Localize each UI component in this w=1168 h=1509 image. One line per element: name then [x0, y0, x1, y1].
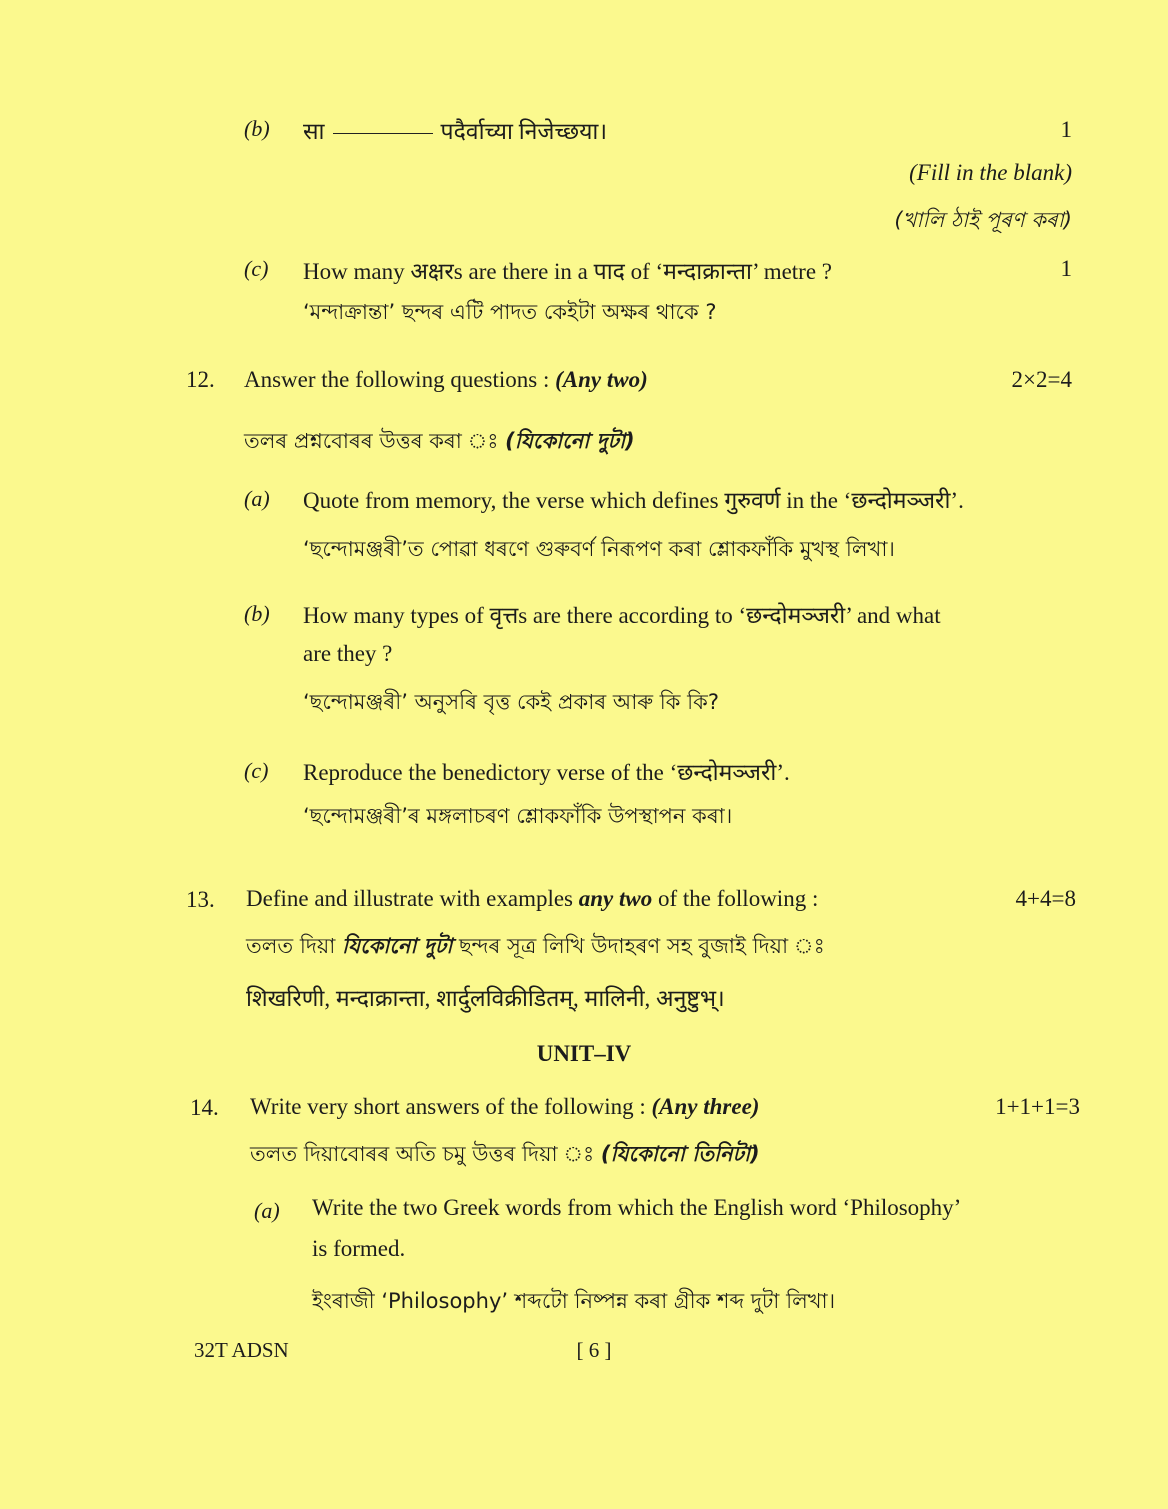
q12-marks: 2×2=4: [1011, 367, 1072, 392]
q12b-text-as: ‘ছন্দোমঞ্জৰী’ অনুসৰি বৃত্ত কেই প্ৰকাৰ আৰু কি কি?: [303, 690, 720, 714]
q12a-label: (a): [244, 486, 270, 511]
q13-marks: 4+4=8: [1015, 886, 1076, 911]
q13-as-any: যিকোনো দুটা: [342, 934, 453, 958]
q14-number: 14.: [190, 1095, 219, 1120]
q12a-text-en: Quote from memory, the verse which defines गुरुवर्ण in the ‘छन्दोमञ्जरी’.: [303, 488, 964, 513]
q12-any: (Any two): [555, 367, 648, 392]
q13-as-post: ছন্দৰ সূত্ৰ লিখি উদাহৰণ সহ বুজাই দিয়া ঃ: [452, 934, 825, 958]
q12-text-as: [244, 425, 635, 460]
q11b-instruction-en: (Fill in the blank): [909, 160, 1072, 185]
q12-instruction-as: তলৰ প্ৰশ্নবোৰৰ উত্তৰ কৰা ঃ: [244, 429, 506, 453]
q13-text-as: [246, 930, 825, 965]
q13-metre-list: शिखरिणी, मन्दाक्रान्ता, शार्दुलविक्रीडितम्, मालिनी, अनुष्टुभ्।: [246, 986, 725, 1011]
q11b-label: (b): [244, 116, 270, 141]
q14-en-pre: Write very short answers of the following :: [250, 1094, 652, 1119]
q11c-marks: 1: [1060, 256, 1072, 281]
q14-marks: 1+1+1=3: [995, 1094, 1080, 1119]
q13-text-en: [246, 886, 818, 912]
q14a-label: (a): [254, 1198, 280, 1223]
q12-instruction: Answer the following questions :: [244, 367, 556, 392]
q12a-text-as: ‘ছন্দোমঞ্জৰী’ত পোৱা ধৰণে গুৰুবৰ্ণ নিৰূপণ কৰা শ্লোকফাঁকি মুখস্থ লিখা।: [303, 537, 895, 561]
q14-en-any: (Any three): [651, 1094, 760, 1119]
q11b-marks: 1: [1060, 117, 1072, 142]
q11c-text-as: ‘মন্দাক্রান্তা’ ছন্দৰ এটি পাদত কেইটা অক্ষৰ থাকে ?: [303, 300, 717, 324]
fill-blank: [333, 133, 433, 134]
q14-text-en: [250, 1094, 759, 1120]
q13-number: 13.: [186, 887, 215, 912]
q11b-instruction-as: (খালি ঠাই পূৰণ কৰা): [894, 208, 1072, 232]
page-number: [ 6 ]: [576, 1338, 612, 1362]
q12-text-en: [244, 367, 648, 393]
q13-en-pre: Define and illustrate with examples: [246, 886, 579, 911]
q12-any-as: (যিকোনো দুটা): [505, 429, 635, 453]
q11b-sa: सा: [303, 119, 325, 144]
unit-heading: UNIT–IV: [536, 1041, 632, 1066]
q13-as-pre: তলত দিয়া: [246, 934, 343, 958]
q12b-label: (b): [244, 601, 270, 626]
q11c-label: (c): [244, 256, 269, 281]
q12b-text-en-2: are they ?: [303, 641, 393, 666]
q14a-text-en-1: Write the two Greek words from which the English word ‘Philosophy’: [312, 1195, 962, 1220]
q12-number: 12.: [186, 367, 215, 392]
q14-as-pre: তলত দিয়াবোৰৰ অতি চমু উত্তৰ দিয়া ঃ: [250, 1142, 601, 1166]
q11c-text-en: How many अक्षरs are there in a पाद of ‘मन्दाक्रान्ता’ metre ?: [303, 259, 833, 284]
q14a-text-en-2: is formed.: [312, 1236, 406, 1261]
q12c-label: (c): [244, 758, 269, 783]
q11b-rest: पदैर्वाच्या निजेच्छया।: [440, 119, 608, 144]
paper-code: 32T ADSN: [194, 1338, 289, 1362]
q13-en-post: of the following :: [652, 886, 819, 911]
q12c-text-en: Reproduce the benedictory verse of the ‘छन्दोमञ्जरी’.: [303, 760, 790, 785]
q12c-text-as: ‘ছন্দোমঞ্জৰী’ৰ মঙ্গলাচৰণ শ্লোকফাঁকি উপস্থাপন কৰা।: [303, 804, 733, 828]
q14a-text-as: ইংৰাজী ‘Philosophy’ শব্দটো নিষ্পন্ন কৰা গ্ৰীক শব্দ দুটা লিখা।: [312, 1289, 836, 1313]
q12b-text-en-1: How many types of वृत्तs are there according to ‘छन्दोमञ्जरी’ and what: [303, 603, 941, 628]
q14-text-as: [250, 1138, 760, 1173]
q11b-text: [303, 114, 607, 146]
q13-en-any: any two: [578, 886, 653, 911]
q14-as-any: (যিকোনো তিনিটা): [600, 1142, 760, 1166]
